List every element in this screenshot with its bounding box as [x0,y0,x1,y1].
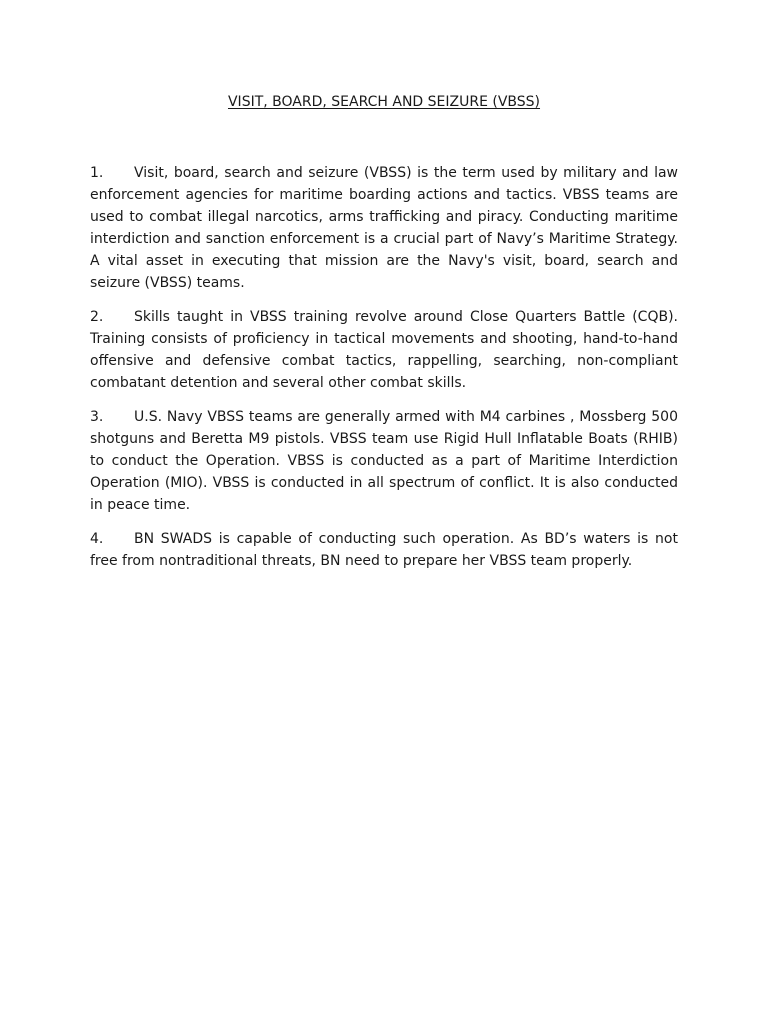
paragraph-text: Skills taught in VBSS training revolve around Close Quarters Battle (CQB). Training consists of proficiency in tactical movements and shooting, hand-to-hand offensive and defensive combat tactics, rappelling, searching, non-compliant combatant detention and several other combat skills. [90,309,678,391]
document-title: VISIT, BOARD, SEARCH AND SEIZURE (VBSS) [227,94,541,110]
paragraph-1 [90,162,678,294]
paragraph-text: Visit, board, search and seizure (VBSS) is the term used by military and law enforcement agencies for maritime boarding actions and tactics. VBSS teams are used to combat illegal narcotics, arms trafficking and piracy. Conducting maritime interdiction and sanction enforcement is a crucial part of Navy’s Maritime Strategy. A vital asset in executing that mission are the Navy's visit, board, search and seizure (VBSS) teams. [90,165,678,291]
paragraph-3 [90,406,678,516]
paragraph-number: 4. [90,531,104,547]
paragraph-text: BN SWADS is capable of conducting such operation. As BD’s waters is not free from nontraditional threats, BN need to prepare her VBSS team properly. [90,531,678,569]
paragraph-number: 2. [90,309,104,325]
paragraph-number: 1. [90,165,104,181]
paragraph-2 [90,306,678,394]
paragraph-number: 3. [90,409,104,425]
paragraph-4 [90,528,678,572]
paragraph-text: U.S. Navy VBSS teams are generally armed with M4 carbines , Mossberg 500 shotguns and Beretta M9 pistols. VBSS team use Rigid Hull Inflatable Boats (RHIB) to conduct the Operation. VBSS is conducted as a part of Maritime Interdiction Operation (MIO). VBSS is conducted in all spectrum of conflict. It is also conducted in peace time. [90,409,678,513]
document-body [90,162,678,584]
